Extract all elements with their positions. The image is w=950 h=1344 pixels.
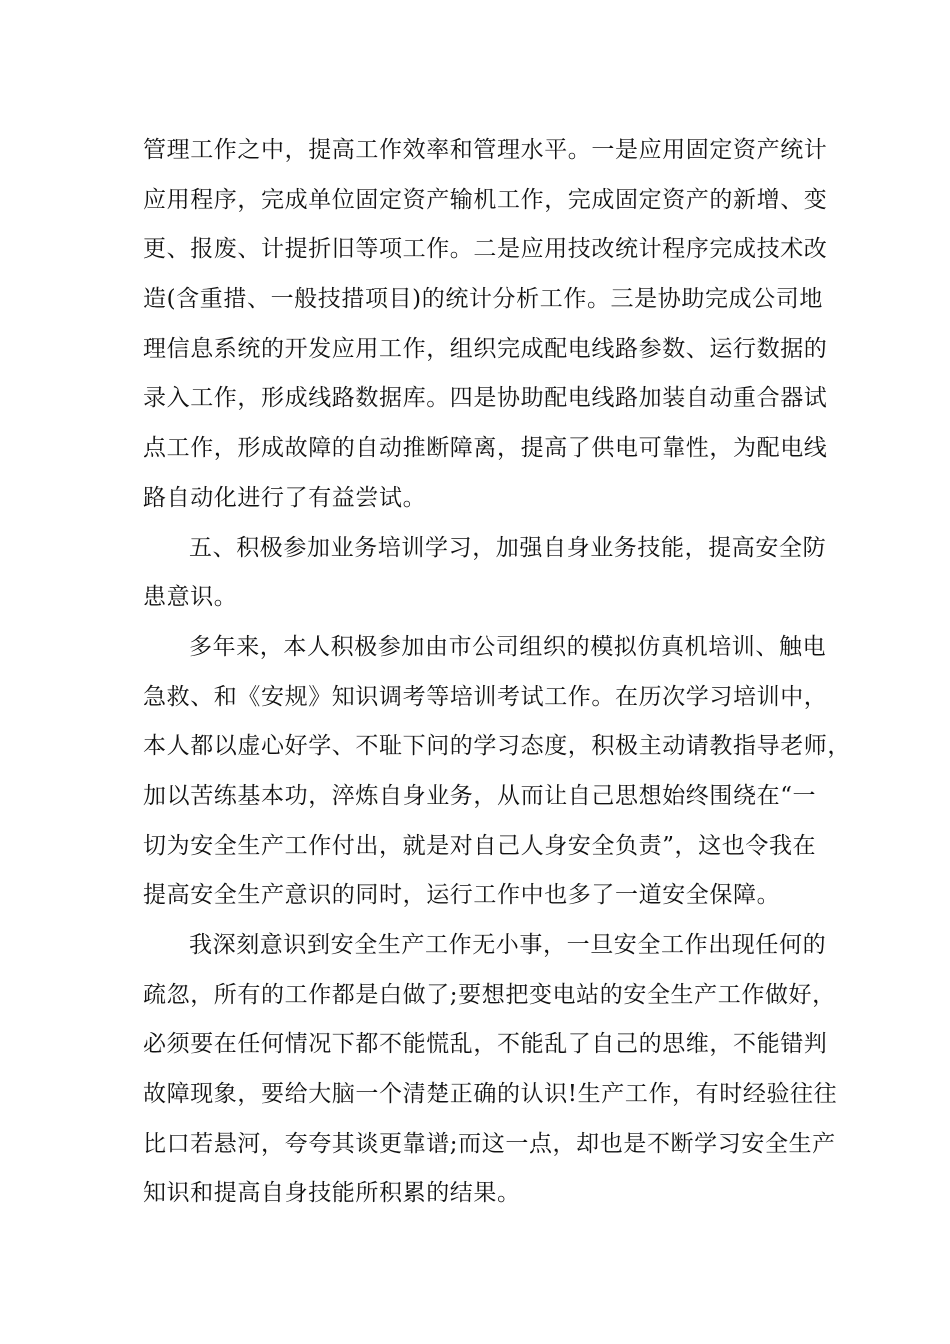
text-line: 路自动化进行了有益尝试。 [143, 484, 427, 511]
text-line: 点工作，形成故障的自动推断障离，提高了供电可靠性，为配电线 [143, 435, 828, 462]
text-line: 故障现象，要给大脑一个清楚正确的认识!生产工作，有时经验往往 [143, 1081, 838, 1108]
text-line: 理信息系统的开发应用工作，组织完成配电线路参数、运行数据的 [143, 335, 828, 362]
text-line: 急救、和《安规》知识调考等培训考试工作。在历次学习培训中， [143, 683, 828, 710]
text-line: 我深刻意识到安全生产工作无小事，一旦安全工作出现任何的 [189, 932, 827, 958]
text-line: 提高安全生产意识的同时，运行工作中也多了一道安全保障。 [143, 882, 781, 909]
text-line: 患意识。 [143, 584, 238, 611]
text-line: 疏忽，所有的工作都是白做了;要想把变电站的安全生产工作做好， [143, 981, 836, 1008]
text-line: 必须要在任何情况下都不能慌乱，不能乱了自己的思维，不能错判 [143, 1031, 828, 1058]
paragraph-training [143, 623, 851, 921]
text-line: 录入工作，形成线路数据库。四是协助配电线路加装自动重合器试 [143, 385, 828, 412]
paragraph-section-five-heading [143, 524, 827, 623]
paragraph-safety-awareness [143, 921, 838, 1219]
text-line: 知识和提高自身技能所积累的结果。 [143, 1180, 521, 1207]
text-line: 比口若悬河，夸夸其谈更靠谱;而这一点，却也是不断学习安全生产 [143, 1130, 836, 1157]
text-line: 本人都以虚心好学、不耻下问的学习态度，积极主动请教指导老师， [143, 733, 851, 760]
text-line: 应用程序，完成单位固定资产输机工作，完成固定资产的新增、变 [143, 186, 828, 213]
text-line: 多年来，本人积极参加由市公司组织的模拟仿真机培训、触电 [189, 633, 827, 660]
text-line: 切为安全生产工作付出，就是对自己人身安全负责”，这也令我在 [143, 832, 817, 859]
text-line: 更、报废、计提折旧等项工作。二是应用技改统计程序完成技术改 [143, 236, 828, 263]
text-line: 管理工作之中，提高工作效率和管理水平。一是应用固定资产统计 [143, 137, 828, 163]
document-body [143, 126, 851, 1219]
text-line: 造(含重措、一般技措项目)的统计分析工作。三是协助完成公司地 [143, 286, 823, 313]
text-line: 加以苦练基本功，淬炼自身业务，从而让自己思想始终围绕在“一 [143, 782, 817, 809]
text-line: 五、积极参加业务培训学习，加强自身业务技能，提高安全防 [189, 534, 827, 561]
paragraph-fixed-asset-management [143, 126, 828, 524]
